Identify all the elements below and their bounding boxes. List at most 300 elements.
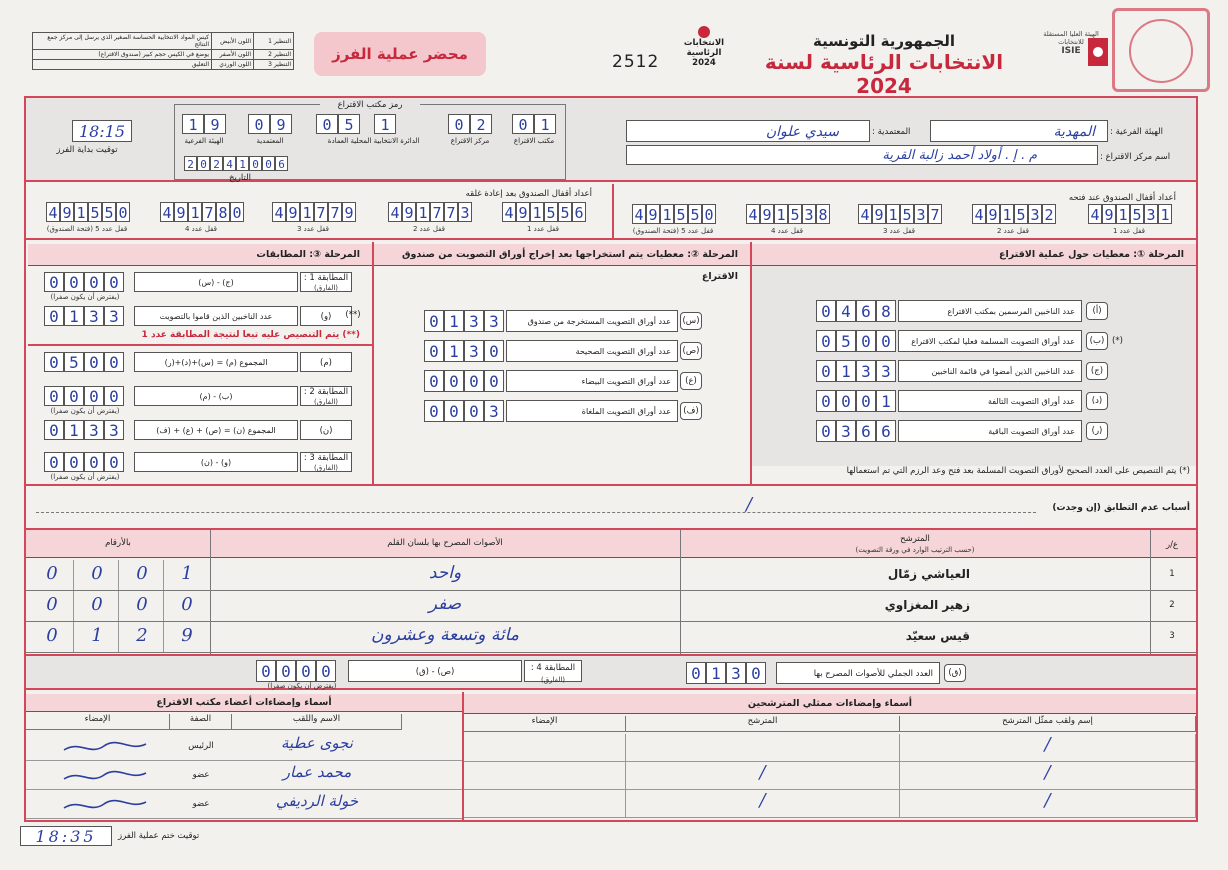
stage3-value[interactable]	[44, 386, 124, 406]
stage3-digit[interactable]: 0	[84, 452, 104, 472]
stage1-value[interactable]	[816, 360, 896, 382]
stage2-label: عدد أوراق التصويت الملغاة	[506, 400, 678, 422]
lock-digit[interactable]: 1	[1116, 204, 1130, 224]
stage3-digit[interactable]: 0	[104, 386, 124, 406]
candidate-digit[interactable]: 9	[181, 625, 193, 646]
stage1-digit[interactable]: 0	[816, 300, 836, 322]
date-digit[interactable]: 1	[236, 156, 249, 171]
stage3-digit[interactable]: 0	[104, 452, 124, 472]
lock-digit[interactable]: 4	[46, 202, 60, 222]
code-label-3: العمادة	[327, 137, 349, 145]
lock-digit[interactable]: 4	[746, 204, 760, 224]
lock-digit[interactable]: 9	[402, 202, 416, 222]
stage1-digit[interactable]: 0	[816, 360, 836, 382]
code-digit[interactable]: 1	[534, 114, 556, 134]
stage1-note: (*) يتم التنصيص على العدد الصحيح لأوراق التصويت المسلمة بعد فتح وعد الرزم التي تم استعمالها	[846, 466, 1190, 476]
lock-digit[interactable]: 7	[430, 202, 444, 222]
stage3-digit[interactable]: 0	[84, 386, 104, 406]
lock-digit[interactable]: 0	[702, 204, 716, 224]
candidate-words[interactable]: واحد	[428, 563, 462, 583]
lock-digit[interactable]: 0	[116, 202, 130, 222]
stage2-digit[interactable]: 1	[444, 310, 464, 332]
lock-digit[interactable]: 9	[986, 204, 1000, 224]
rep-cell[interactable]	[464, 734, 626, 761]
stage3-digit[interactable]: 0	[64, 452, 84, 472]
stage1-label: عدد أوراق التصويت الباقية	[898, 420, 1082, 442]
stage2-digit[interactable]: 3	[484, 310, 504, 332]
stage3-digit[interactable]: 3	[104, 306, 124, 326]
locks-open-title: أعداد أقفال الصندوق عند فتحه	[1068, 193, 1176, 203]
start-time-label: توقيت بداية الفرز	[56, 145, 118, 155]
lock-close-label-3: قفل عدد 3	[296, 225, 330, 233]
stage1-digit[interactable]: 0	[816, 420, 836, 442]
date-digit[interactable]: 4	[223, 156, 236, 171]
rep-cell[interactable]	[464, 762, 626, 789]
lock-digit[interactable]: 5	[674, 204, 688, 224]
lock-digit[interactable]: 1	[188, 202, 202, 222]
stage2-digit[interactable]: 3	[484, 400, 504, 422]
lock-digit[interactable]: 5	[688, 204, 702, 224]
stage3-value[interactable]	[44, 452, 124, 472]
stage3-digit[interactable]: 5	[64, 352, 84, 372]
code-label-1: مركز الاقتراع	[450, 137, 490, 145]
rep-cell[interactable]: /	[900, 762, 1196, 789]
center-field[interactable]: م . إ . أولاد أحمد زالبة القرية	[626, 145, 1098, 165]
stage3-digit[interactable]: 0	[44, 420, 64, 440]
stage1-label: عدد أوراق التصويت التالفة	[898, 390, 1082, 412]
total-digit[interactable]: 0	[686, 662, 706, 684]
stage2-digit[interactable]: 0	[424, 310, 444, 332]
lock-open-1[interactable]	[1088, 204, 1172, 224]
stage3-digit[interactable]: 0	[104, 272, 124, 292]
lock-digit[interactable]: 9	[646, 204, 660, 224]
stage1-digit[interactable]: 3	[876, 360, 896, 382]
stage3-formula: (ب) - (م)	[134, 386, 298, 406]
lock-digit[interactable]: 9	[342, 202, 356, 222]
lock-digit[interactable]: 0	[230, 202, 244, 222]
lock-digit[interactable]: 3	[458, 202, 472, 222]
code-digit[interactable]: 1	[374, 114, 396, 134]
total-digit[interactable]: 3	[726, 662, 746, 684]
stage2-label: عدد أوراق التصويت البيضاء	[506, 370, 678, 392]
stage2-key: (س)	[680, 312, 702, 330]
candidate-words[interactable]: صفر	[428, 594, 462, 614]
rep-cell[interactable]	[626, 734, 900, 761]
delegation-field[interactable]: سيدي علوان	[626, 120, 870, 142]
stage2-digit[interactable]: 0	[464, 370, 484, 392]
stage1-digit[interactable]: 6	[856, 300, 876, 322]
lock-digit[interactable]: 3	[802, 204, 816, 224]
start-time-value[interactable]: 18:15	[72, 120, 132, 142]
rep-cell[interactable]: /	[626, 762, 900, 789]
stage3-digit[interactable]: 3	[104, 420, 124, 440]
lock-digit[interactable]: 4	[1088, 204, 1102, 224]
candidate-row-line	[26, 621, 1196, 622]
stage3-star-note: (**) يتم التنصيص عليه تبعا لنتيجة المطابقة عدد 1	[141, 330, 360, 340]
stage3-digit[interactable]: 0	[44, 452, 64, 472]
stage3-value[interactable]	[44, 420, 124, 440]
lock-digit[interactable]: 7	[314, 202, 328, 222]
stage1-digit[interactable]: 6	[876, 420, 896, 442]
date-digit[interactable]: 0	[262, 156, 275, 171]
stage3-star: (**)	[345, 310, 361, 320]
candidate-num: 1	[1169, 569, 1175, 579]
stage1-key: (أ)	[1086, 302, 1108, 320]
stage3-formula: المجموع (م) = (س)+(د)+(ر)	[134, 352, 298, 372]
stage2-digit[interactable]: 0	[444, 400, 464, 422]
stage2-value[interactable]	[424, 310, 504, 332]
stage3-tag-text: (و)	[320, 312, 332, 322]
candidate-digit[interactable]: 0	[46, 563, 58, 584]
stage2-value[interactable]	[424, 370, 504, 392]
lock-digit[interactable]: 7	[444, 202, 458, 222]
stage3-digit[interactable]: 1	[64, 420, 84, 440]
member-name[interactable]: نجوى عطية	[281, 734, 353, 752]
rep-header: الإمضاء	[464, 716, 626, 732]
total-digit[interactable]: 0	[746, 662, 766, 684]
form-title-badge: محضر عملية الفرز	[314, 32, 486, 76]
lock-digit[interactable]: 1	[74, 202, 88, 222]
end-time-value[interactable]: 18:35	[20, 826, 112, 846]
lock-digit[interactable]: 9	[760, 204, 774, 224]
stage1-value[interactable]	[816, 420, 896, 442]
total-section	[26, 656, 1196, 690]
stage2-digit[interactable]: 0	[464, 400, 484, 422]
candidate-digit[interactable]: 1	[91, 625, 103, 646]
lock-close-4[interactable]	[160, 202, 244, 222]
stage3-digit[interactable]: 0	[84, 272, 104, 292]
stage3-digit[interactable]: 0	[64, 272, 84, 292]
candidate-digit[interactable]: 2	[136, 625, 148, 646]
stage2-digit[interactable]: 0	[484, 340, 504, 362]
date-digit[interactable]: 2	[184, 156, 197, 171]
lock-digit[interactable]: 4	[858, 204, 872, 224]
stage1-value[interactable]	[816, 330, 896, 352]
lock-digit[interactable]: 4	[972, 204, 986, 224]
stage1-digit[interactable]: 0	[856, 330, 876, 352]
office-code-label: رمز مكتب الاقتراع	[320, 100, 420, 110]
lock-digit[interactable]: 3	[914, 204, 928, 224]
total-value[interactable]	[686, 662, 766, 684]
stage2-digit[interactable]: 3	[464, 310, 484, 332]
lock-digit[interactable]: 5	[1014, 204, 1028, 224]
stage-divider-2	[372, 242, 374, 486]
stage3-tag	[300, 420, 352, 440]
stage3-digit[interactable]: 0	[84, 352, 104, 372]
lock-open-2[interactable]	[972, 204, 1056, 224]
lock-digit[interactable]: 8	[216, 202, 230, 222]
lock-digit[interactable]: 7	[928, 204, 942, 224]
member-role: عضو	[192, 770, 210, 780]
code-field-2[interactable]	[374, 114, 396, 134]
stage3-digit[interactable]: 0	[44, 272, 64, 292]
date-field[interactable]	[184, 156, 288, 171]
candidate-name: قيس سعيّد	[905, 629, 970, 643]
date-digit[interactable]: 0	[249, 156, 262, 171]
lock-digit[interactable]: 5	[102, 202, 116, 222]
lock-digit[interactable]: 9	[286, 202, 300, 222]
flag-icon	[698, 26, 710, 38]
reasons-label: أسباب عدم التطابق (إن وجدت)	[1052, 503, 1190, 513]
lock-digit[interactable]: 4	[272, 202, 286, 222]
lock-digit[interactable]: 3	[1028, 204, 1042, 224]
lock-digit[interactable]: 1	[886, 204, 900, 224]
stage1-digit[interactable]: 4	[836, 300, 856, 322]
digit-separator	[73, 591, 74, 621]
stage1-digit[interactable]: 0	[856, 390, 876, 412]
code-field-3[interactable]	[316, 114, 360, 134]
rep-row-line	[464, 817, 1196, 818]
stage3-value[interactable]	[44, 352, 124, 372]
lock-digit[interactable]: 9	[174, 202, 188, 222]
code-label-4: المعتمدية	[256, 137, 284, 145]
lock-digit[interactable]: 8	[816, 204, 830, 224]
stage1-digit[interactable]: 1	[876, 390, 896, 412]
digit-separator	[163, 560, 164, 590]
code-digit[interactable]: 5	[338, 114, 360, 134]
candidate-name: زهير المغزاوي	[884, 598, 970, 612]
official-stamp	[1112, 8, 1210, 92]
lock-close-label-4: قفل عدد 4	[184, 225, 218, 233]
lock-digit[interactable]: 4	[632, 204, 646, 224]
code-label-5: الهيئة الفرعية	[184, 137, 224, 145]
lock-digit[interactable]: 1	[774, 204, 788, 224]
stage3-note: (يفترض أن يكون صفرا)	[50, 473, 120, 481]
lock-digit[interactable]: 2	[1042, 204, 1056, 224]
digit-separator	[163, 591, 164, 621]
lock-open-4[interactable]	[746, 204, 830, 224]
stage1-digit[interactable]: 1	[836, 360, 856, 382]
lock-close-1[interactable]	[502, 202, 586, 222]
member-row-line	[26, 818, 462, 819]
lock-open-3[interactable]	[858, 204, 942, 224]
candidate-digit[interactable]: 0	[91, 594, 103, 615]
candidate-digit[interactable]: 0	[136, 563, 148, 584]
reasons-value: /	[746, 494, 753, 515]
stage2-digit[interactable]: 0	[424, 400, 444, 422]
lock-digit[interactable]: 1	[300, 202, 314, 222]
code-digit[interactable]: 1	[182, 114, 204, 134]
total-label: العدد الجملي للأصوات المصرح بها	[776, 662, 940, 684]
stage3-digit[interactable]: 0	[44, 386, 64, 406]
code-digit[interactable]: 0	[512, 114, 534, 134]
stage3-tag-sub: (الفارق)	[313, 284, 339, 292]
col-line-2	[680, 530, 681, 654]
lock-close-2[interactable]	[388, 202, 472, 222]
lock-digit[interactable]: 5	[88, 202, 102, 222]
lock-digit[interactable]: 1	[660, 204, 674, 224]
lock-open-label-5: قفل عدد 5 (فتحة الصندوق)	[632, 227, 714, 235]
header-num: ع/ر	[1165, 540, 1179, 550]
code-digit[interactable]: 0	[316, 114, 338, 134]
header-name: المترشح	[900, 534, 930, 544]
lock-digit[interactable]: 4	[502, 202, 516, 222]
date-digit[interactable]: 0	[197, 156, 210, 171]
code-digit[interactable]: 0	[448, 114, 470, 134]
lock-digit[interactable]: 9	[872, 204, 886, 224]
stage1-digit[interactable]: 0	[816, 330, 836, 352]
stage2-title: المرحلة ②: معطيات يتم استخراجها بعد إخراج أوراق التصويت من صندوق الاقتراع	[374, 244, 750, 266]
member-header: الإمضاء	[26, 714, 170, 730]
stage1-label: عدد أوراق التصويت المسلمة فعليا لمكتب الاقتراع	[898, 330, 1082, 352]
lock-digit[interactable]: 5	[788, 204, 802, 224]
stage2-digit[interactable]: 0	[444, 370, 464, 392]
rep-header: المترشح	[626, 716, 900, 732]
match4-digit[interactable]: 0	[256, 660, 276, 682]
match4-digit[interactable]: 0	[296, 660, 316, 682]
stage1-value[interactable]	[816, 300, 896, 322]
member-signature[interactable]	[60, 796, 150, 814]
stage2-value[interactable]	[424, 400, 504, 422]
stage3-tag	[300, 386, 352, 406]
lock-digit[interactable]: 9	[60, 202, 74, 222]
lock-close-5[interactable]	[46, 202, 130, 222]
lock-digit[interactable]: 7	[202, 202, 216, 222]
lock-digit[interactable]: 5	[1130, 204, 1144, 224]
member-row-line	[26, 760, 462, 761]
member-signature[interactable]	[60, 767, 150, 785]
lock-open-label-4: قفل عدد 4	[770, 227, 804, 235]
stage3-digit[interactable]: 3	[84, 420, 104, 440]
lock-digit[interactable]: 1	[1158, 204, 1172, 224]
lock-open-label-2: قفل عدد 2	[996, 227, 1030, 235]
header-digits: بالأرقام	[105, 538, 131, 548]
candidate-digit[interactable]: 0	[46, 625, 58, 646]
stage3-tag-sub: (الفارق)	[313, 464, 339, 472]
stage1-digit[interactable]: 0	[876, 330, 896, 352]
rep-cell[interactable]: /	[626, 790, 900, 817]
date-digit[interactable]: 2	[210, 156, 223, 171]
lock-digit[interactable]: 1	[1000, 204, 1014, 224]
stage2-value[interactable]	[424, 340, 504, 362]
end-time-label: توقيت ختم عملية الفرز	[118, 831, 200, 841]
lock-digit[interactable]: 7	[328, 202, 342, 222]
stage1-digit[interactable]: 3	[856, 360, 876, 382]
lock-digit[interactable]: 1	[416, 202, 430, 222]
member-name[interactable]: خولة الرديفي	[275, 792, 359, 810]
header-words: الأصوات المصرح بها بلسان القلم	[387, 538, 503, 548]
elections-logo: الانتخابات الرئاسية 2024	[676, 26, 732, 84]
stage3-digit[interactable]: 0	[64, 386, 84, 406]
code-field-0[interactable]	[512, 114, 556, 134]
rep-cell[interactable]: /	[900, 734, 1196, 761]
branch-field[interactable]: المهدية	[930, 120, 1108, 142]
digit-separator	[163, 622, 164, 652]
match4-digit[interactable]: 0	[316, 660, 336, 682]
lock-open-label-3: قفل عدد 3	[882, 227, 916, 235]
lock-digit[interactable]: 3	[1144, 204, 1158, 224]
stage2-digit[interactable]: 0	[424, 370, 444, 392]
candidate-num: 3	[1169, 631, 1175, 641]
match4-digit[interactable]: 0	[276, 660, 296, 682]
lock-digit[interactable]: 5	[900, 204, 914, 224]
lock-digit[interactable]: 5	[544, 202, 558, 222]
stage3-tag-text: (م)	[320, 358, 332, 368]
stage2-digit[interactable]: 3	[464, 340, 484, 362]
candidate-words[interactable]: مائة وتسعة وعشرون	[371, 625, 519, 645]
code-digit[interactable]: 2	[470, 114, 492, 134]
stage3-digit[interactable]: 0	[44, 352, 64, 372]
signature-scribble	[60, 738, 150, 756]
date-digit[interactable]: 6	[275, 156, 288, 171]
member-signature[interactable]	[60, 738, 150, 756]
representatives-title: أسماء وإمضاءات ممثلي المترشحين	[464, 694, 1196, 714]
lock-digit[interactable]: 1	[530, 202, 544, 222]
stage1-digit[interactable]: 0	[836, 390, 856, 412]
lock-close-3[interactable]	[272, 202, 356, 222]
candidate-digit[interactable]: 0	[46, 594, 58, 615]
code-field-4[interactable]	[248, 114, 292, 134]
lock-digit[interactable]: 4	[388, 202, 402, 222]
stage-divider-1	[750, 242, 752, 486]
stage1-digit[interactable]: 3	[836, 420, 856, 442]
lock-digit[interactable]: 5	[558, 202, 572, 222]
rep-cell[interactable]: /	[900, 790, 1196, 817]
stage2-key: (ص)	[680, 342, 702, 360]
stage2-digit[interactable]: 0	[424, 340, 444, 362]
code-field-5[interactable]	[182, 114, 226, 134]
locks-divider	[612, 184, 614, 240]
digit-separator	[118, 622, 119, 652]
stage3-digit[interactable]: 3	[84, 306, 104, 326]
lock-digit[interactable]: 6	[572, 202, 586, 222]
member-name[interactable]: محمد عمار	[282, 763, 352, 781]
rep-cell[interactable]	[464, 790, 626, 817]
lock-digit[interactable]: 4	[160, 202, 174, 222]
code-digit[interactable]: 0	[248, 114, 270, 134]
code-field-1[interactable]	[448, 114, 492, 134]
match4-value[interactable]	[256, 660, 336, 682]
stage3-digit[interactable]: 0	[44, 306, 64, 326]
code-digit[interactable]: 9	[204, 114, 226, 134]
stage3-value[interactable]	[44, 306, 124, 326]
candidate-digit[interactable]: 0	[181, 594, 193, 615]
stage1-label: عدد الناخبين المرسمين بمكتب الاقتراع	[898, 300, 1082, 322]
stage3-note: (يفترض أن يكون صفرا)	[50, 293, 120, 301]
lock-digit[interactable]: 9	[1102, 204, 1116, 224]
stage2-digit[interactable]: 0	[484, 370, 504, 392]
stage3-value[interactable]	[44, 272, 124, 292]
lock-digit[interactable]: 9	[516, 202, 530, 222]
match4-tag: المطابقة 4 : (الفارق)	[524, 660, 582, 682]
locks-close-title: أعداد أقفال الصندوق بعد إعادة غلقه	[465, 189, 592, 199]
lock-open-5[interactable]	[632, 204, 716, 224]
stage1-digit[interactable]: 8	[876, 300, 896, 322]
stage2-label: عدد أوراق التصويت المستخرجة من صندوق	[506, 310, 678, 332]
reasons-field[interactable]	[36, 512, 1036, 513]
stage1-digit[interactable]: 6	[856, 420, 876, 442]
isie-logo: الهيئة العليا المستقلة للانتخابات ISIE	[1043, 30, 1099, 56]
stage3-digit[interactable]: 1	[64, 306, 84, 326]
candidate-digit[interactable]: 1	[181, 563, 193, 584]
tunisia-flag-icon	[1088, 38, 1108, 66]
stage3-tag	[300, 272, 352, 292]
code-digit[interactable]: 9	[270, 114, 292, 134]
stage2-key: (ع)	[680, 372, 702, 390]
stage2-digit[interactable]: 1	[444, 340, 464, 362]
stage2-key: (ف)	[680, 402, 702, 420]
candidate-digit[interactable]: 0	[91, 563, 103, 584]
stage1-value[interactable]	[816, 390, 896, 412]
total-digit[interactable]: 1	[706, 662, 726, 684]
stage3-digit[interactable]: 0	[104, 352, 124, 372]
stage3-tag-text: المطابقة 3 :	[303, 453, 349, 463]
stage1-key: (د)	[1086, 392, 1108, 410]
stage1-digit[interactable]: 5	[836, 330, 856, 352]
candidate-digit[interactable]: 0	[136, 594, 148, 615]
stage1-digit[interactable]: 0	[816, 390, 836, 412]
signature-scribble	[60, 767, 150, 785]
